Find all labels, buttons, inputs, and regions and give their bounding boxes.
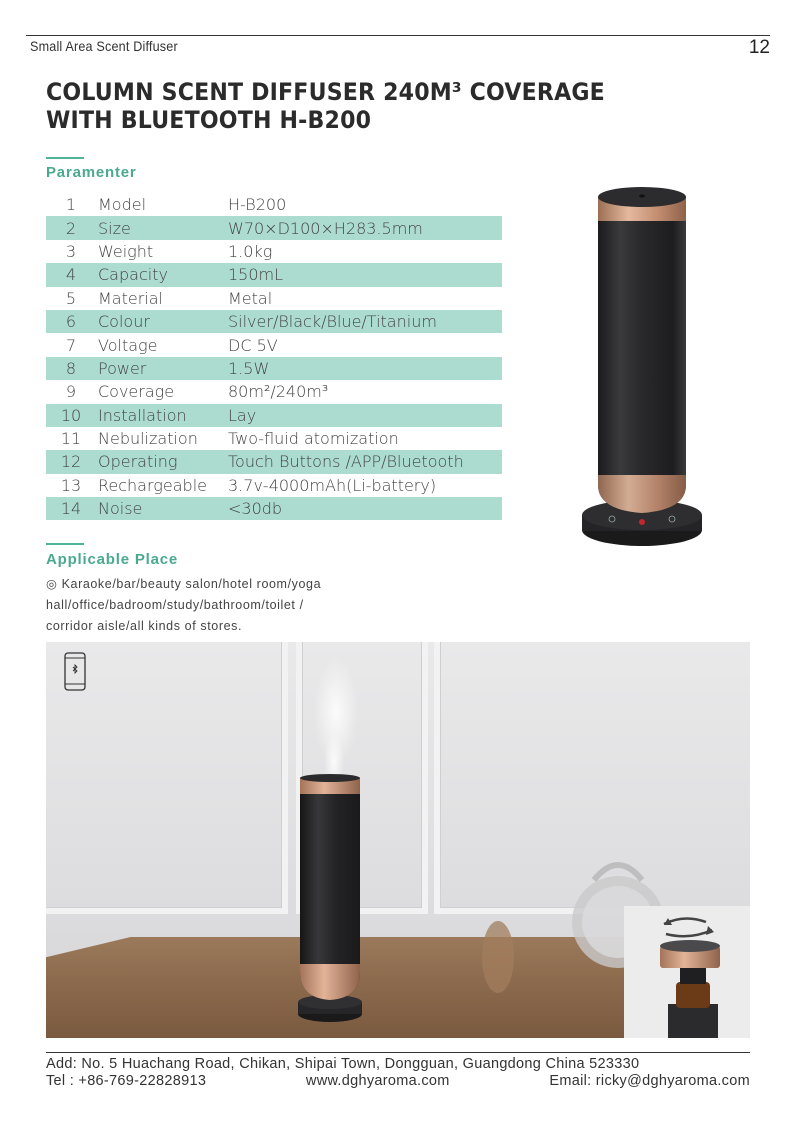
parameter-value: Silver/Black/Blue/Titanium xyxy=(228,310,502,333)
phone-bluetooth-icon xyxy=(64,652,86,692)
parameter-number: 8 xyxy=(46,357,96,380)
parameter-name: Voltage xyxy=(98,335,158,355)
page-number: 12 xyxy=(748,37,770,58)
parameter-heading: Paramenter xyxy=(46,164,137,181)
parameter-number: 12 xyxy=(46,450,96,473)
parameter-row xyxy=(46,450,502,473)
parameter-name: Nebulization xyxy=(98,429,198,449)
parameter-row xyxy=(46,310,502,333)
parameter-value: 150mL xyxy=(228,263,502,286)
parameter-row xyxy=(46,216,502,239)
parameter-name: Colour xyxy=(96,310,228,333)
cap-detail-inset xyxy=(624,906,750,1038)
parameter-value: 1.5W xyxy=(228,357,502,380)
parameter-name: Weight xyxy=(98,241,154,261)
parameter-number: 3 xyxy=(65,241,77,261)
title-line-2: WITH BLUETOOTH H-B200 xyxy=(46,106,372,134)
parameter-name: Model xyxy=(98,195,147,215)
parameter-row xyxy=(46,193,502,216)
parameter-name: Noise xyxy=(96,497,228,520)
parameter-value: <30db xyxy=(228,497,502,520)
parameter-table xyxy=(46,193,502,520)
product-image xyxy=(560,175,725,565)
parameter-row xyxy=(46,404,502,427)
parameter-name: Power xyxy=(96,357,228,380)
parameter-row xyxy=(46,240,502,263)
footer-email[interactable]: Email: ricky@dghyaroma.com xyxy=(549,1073,750,1089)
applicable-heading: Applicable Place xyxy=(46,551,179,568)
parameter-row xyxy=(46,287,502,310)
footer-address: Add: No. 5 Huachang Road, Chikan, Shipai Town, Dongguan, Guangdong China 523330 xyxy=(46,1056,640,1072)
parameter-row xyxy=(46,263,502,286)
page-title xyxy=(46,78,605,134)
place-line-1: ◎ Karaoke/bar/beauty salon/hotel room/yoga xyxy=(46,577,322,591)
parameter-number: 11 xyxy=(60,429,82,449)
footer-contacts xyxy=(46,1073,750,1089)
parameter-heading-rule xyxy=(46,157,84,159)
place-line-2: hall/office/badroom/study/bathroom/toilet / xyxy=(46,598,304,612)
title-line-1: COLUMN SCENT DIFFUSER 240M³ COVERAGE xyxy=(46,78,605,106)
place-line-3: corridor aisle/all kinds of stores. xyxy=(46,619,243,633)
parameter-name: Material xyxy=(98,288,163,308)
parameter-name: Operating xyxy=(96,450,228,473)
parameter-value: W70×D100×H283.5mm xyxy=(228,216,502,239)
header-rule xyxy=(26,35,770,36)
parameter-number: 1 xyxy=(65,195,77,215)
applicable-heading-rule xyxy=(46,543,84,545)
section-label: Small Area Scent Diffuser xyxy=(30,38,178,54)
parameter-name: Size xyxy=(96,216,228,239)
parameter-value: 1.0kg xyxy=(228,241,273,261)
parameter-number: 14 xyxy=(46,497,96,520)
parameter-row xyxy=(46,380,502,403)
parameter-value: DC 5V xyxy=(228,335,278,355)
parameter-number: 13 xyxy=(60,475,82,495)
parameter-number: 2 xyxy=(46,216,96,239)
parameter-number: 5 xyxy=(65,288,77,308)
parameter-row xyxy=(46,427,502,450)
parameter-number: 10 xyxy=(46,404,96,427)
parameter-name: Capacity xyxy=(96,263,228,286)
parameter-value: Metal xyxy=(228,288,273,308)
parameter-name: Coverage xyxy=(98,382,175,402)
applicable-place-text xyxy=(46,574,376,637)
parameter-row xyxy=(46,333,502,356)
lifestyle-photo xyxy=(46,642,750,1038)
parameter-value: 3.7v-4000mAh(Li-battery) xyxy=(228,475,437,495)
parameter-value: Two-fluid atomization xyxy=(228,429,399,449)
footer-tel: Tel : +86-769-22828913 xyxy=(46,1073,207,1089)
parameter-name: Installation xyxy=(96,404,228,427)
parameter-row xyxy=(46,357,502,380)
parameter-number: 6 xyxy=(46,310,96,333)
parameter-number: 4 xyxy=(46,263,96,286)
parameter-number: 9 xyxy=(65,382,77,402)
parameter-value: 80m²/240m³ xyxy=(228,382,329,402)
footer-rule xyxy=(46,1052,750,1053)
parameter-value: H-B200 xyxy=(228,195,287,215)
parameter-name: Rechargeable xyxy=(98,475,207,495)
footer-website[interactable]: www.dghyaroma.com xyxy=(305,1073,450,1089)
cap-detail-image xyxy=(624,906,750,1038)
parameter-row xyxy=(46,474,502,497)
parameter-row xyxy=(46,497,502,520)
parameter-value: Touch Buttons /APP/Bluetooth xyxy=(228,450,502,473)
parameter-number: 7 xyxy=(65,335,77,355)
parameter-value: Lay xyxy=(228,404,502,427)
